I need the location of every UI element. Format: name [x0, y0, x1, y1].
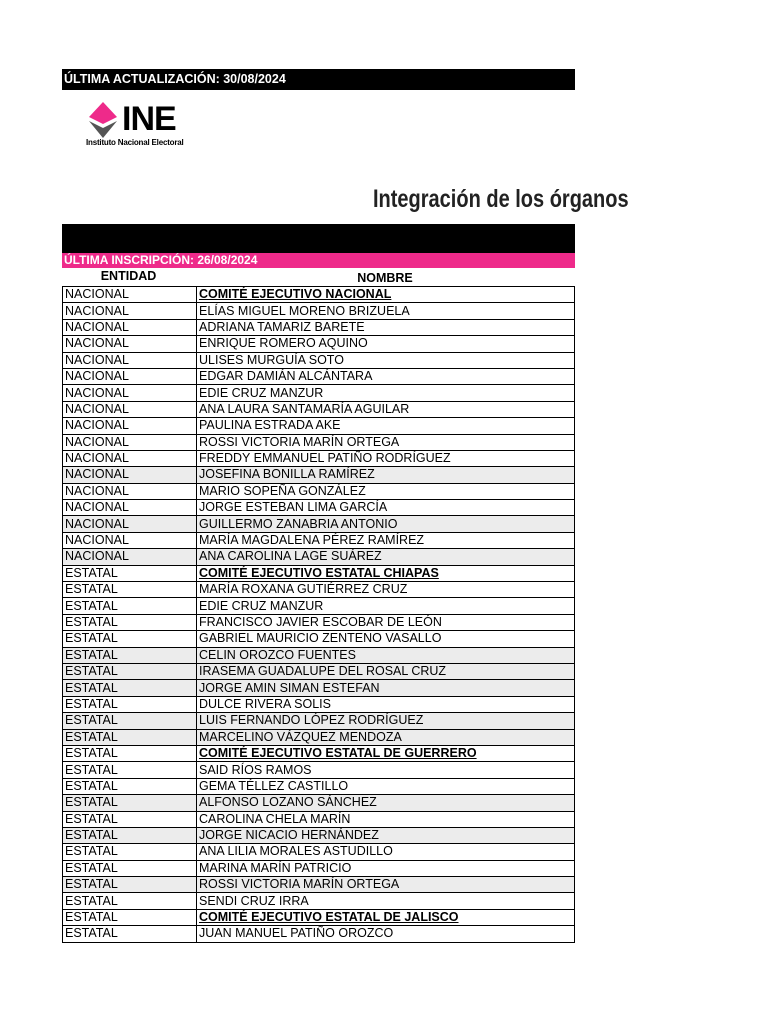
- table-row: [63, 647, 575, 663]
- cell-entidad: NACIONAL: [63, 401, 197, 417]
- table-row: [63, 631, 575, 647]
- last-update-banner: ÚLTIMA ACTUALIZACIÓN: 30/08/2024: [62, 69, 575, 90]
- cell-entidad: ESTATAL: [63, 811, 197, 827]
- cell-entidad: NACIONAL: [63, 500, 197, 516]
- cell-section-title: COMITÉ EJECUTIVO NACIONAL: [197, 287, 575, 303]
- cell-nombre: JORGE NICACIO HERNÁNDEZ: [197, 827, 575, 843]
- cell-nombre: JUAN MANUEL PATIÑO OROZCO: [197, 926, 575, 942]
- cell-entidad: NACIONAL: [63, 549, 197, 565]
- cell-nombre: CAROLINA CHELA MARÍN: [197, 811, 575, 827]
- cell-entidad: ESTATAL: [63, 893, 197, 909]
- table-row: [63, 844, 575, 860]
- section-header-row: [63, 909, 575, 925]
- cell-nombre: GUILLERMO ZANABRIA ANTONIO: [197, 516, 575, 532]
- table-row: [63, 319, 575, 335]
- cell-entidad: NACIONAL: [63, 434, 197, 450]
- cell-nombre: EDGAR DAMIÁN ALCÁNTARA: [197, 368, 575, 384]
- cell-nombre: MARCELINO VÁZQUEZ MENDOZA: [197, 729, 575, 745]
- table-row: [63, 811, 575, 827]
- cell-nombre: ROSSI VICTORIA MARÍN ORTEGA: [197, 434, 575, 450]
- cell-entidad: ESTATAL: [63, 762, 197, 778]
- cell-entidad: NACIONAL: [63, 287, 197, 303]
- cell-nombre: EDIE CRUZ MANZUR: [197, 385, 575, 401]
- cell-entidad: ESTATAL: [63, 926, 197, 942]
- table-row: [63, 549, 575, 565]
- cell-entidad: NACIONAL: [63, 368, 197, 384]
- cell-entidad: NACIONAL: [63, 303, 197, 319]
- cell-nombre: EDIE CRUZ MANZUR: [197, 598, 575, 614]
- cell-nombre: LUIS FERNANDO LÓPEZ RODRÍGUEZ: [197, 713, 575, 729]
- cell-nombre: ELÍAS MIGUEL MORENO BRIZUELA: [197, 303, 575, 319]
- table-row: [63, 795, 575, 811]
- section-header-row: [63, 287, 575, 303]
- cell-nombre: ANA LAURA SANTAMARÍA AGUILAR: [197, 401, 575, 417]
- cell-nombre: FRANCISCO JAVIER ESCOBAR DE LEÓN: [197, 614, 575, 630]
- cell-entidad: NACIONAL: [63, 532, 197, 548]
- cell-nombre: GABRIEL MAURICIO ZENTENO VASALLO: [197, 631, 575, 647]
- cell-entidad: ESTATAL: [63, 582, 197, 598]
- cell-entidad: ESTATAL: [63, 565, 197, 581]
- cell-nombre: SENDI CRUZ IRRA: [197, 893, 575, 909]
- page-title-text: Integración de los órganos: [373, 185, 629, 213]
- cell-entidad: ESTATAL: [63, 860, 197, 876]
- table-row: [63, 582, 575, 598]
- cell-entidad: NACIONAL: [63, 467, 197, 483]
- cell-nombre: MARÍA ROXANA GUTIÉRREZ CRUZ: [197, 582, 575, 598]
- table-row: [63, 483, 575, 499]
- cell-nombre: ALFONSO LOZANO SÁNCHEZ: [197, 795, 575, 811]
- table-row: [63, 336, 575, 352]
- cell-entidad: ESTATAL: [63, 827, 197, 843]
- cell-entidad: ESTATAL: [63, 909, 197, 925]
- cell-entidad: ESTATAL: [63, 614, 197, 630]
- black-band: [62, 224, 575, 253]
- table-row: [63, 614, 575, 630]
- cell-entidad: NACIONAL: [63, 336, 197, 352]
- table-row: [63, 500, 575, 516]
- members-table: [62, 286, 575, 943]
- cell-entidad: NACIONAL: [63, 483, 197, 499]
- table-row: [63, 926, 575, 942]
- cell-entidad: ESTATAL: [63, 598, 197, 614]
- table-row: [63, 516, 575, 532]
- cell-nombre: ANA LILIA MORALES ASTUDILLO: [197, 844, 575, 860]
- cell-entidad: NACIONAL: [63, 319, 197, 335]
- table-headers: [62, 268, 575, 286]
- cell-nombre: JORGE ESTEBAN LIMA GARCÍA: [197, 500, 575, 516]
- cell-entidad: ESTATAL: [63, 745, 197, 761]
- cell-entidad: NACIONAL: [63, 352, 197, 368]
- last-registration-banner: ÚLTIMA INSCRIPCIÓN: 26/08/2024: [62, 253, 575, 268]
- cell-entidad: ESTATAL: [63, 663, 197, 679]
- ine-logo-icon: [86, 100, 126, 140]
- cell-nombre: ENRIQUE ROMERO AQUINO: [197, 336, 575, 352]
- table-row: [63, 467, 575, 483]
- table-row: [63, 434, 575, 450]
- column-header-entidad: ENTIDAD: [100, 269, 157, 283]
- cell-entidad: NACIONAL: [63, 418, 197, 434]
- cell-entidad: ESTATAL: [63, 713, 197, 729]
- cell-nombre: MARIO SOPEÑA GONZÁLEZ: [197, 483, 575, 499]
- cell-nombre: JORGE AMIN SIMAN ESTEFAN: [197, 680, 575, 696]
- cell-entidad: ESTATAL: [63, 680, 197, 696]
- table-row: [63, 680, 575, 696]
- cell-nombre: JOSEFINA BONILLA RAMÍREZ: [197, 467, 575, 483]
- cell-nombre: GEMA TÉLLEZ CASTILLO: [197, 778, 575, 794]
- table-row: [63, 877, 575, 893]
- table-row: [63, 778, 575, 794]
- cell-nombre: CELIN OROZCO FUENTES: [197, 647, 575, 663]
- table-row: [63, 450, 575, 466]
- cell-entidad: ESTATAL: [63, 729, 197, 745]
- table-row: [63, 696, 575, 712]
- cell-entidad: NACIONAL: [63, 385, 197, 401]
- section-header-row: [63, 565, 575, 581]
- cell-section-title: COMITÉ EJECUTIVO ESTATAL DE GUERRERO: [197, 745, 575, 761]
- cell-entidad: ESTATAL: [63, 647, 197, 663]
- cell-nombre: DULCE RIVERA SOLIS: [197, 696, 575, 712]
- cell-nombre: MARÍA MAGDALENA PÉREZ RAMÍREZ: [197, 532, 575, 548]
- cell-nombre: ROSSI VICTORIA MARÍN ORTEGA: [197, 877, 575, 893]
- table-row: [63, 713, 575, 729]
- table-row: [63, 827, 575, 843]
- cell-entidad: ESTATAL: [63, 877, 197, 893]
- table-row: [63, 352, 575, 368]
- logo-name: INE: [122, 100, 176, 138]
- cell-nombre: IRASEMA GUADALUPE DEL ROSAL CRUZ: [197, 663, 575, 679]
- cell-nombre: FREDDY EMMANUEL PATIÑO RODRÍGUEZ: [197, 450, 575, 466]
- cell-entidad: NACIONAL: [63, 516, 197, 532]
- cell-entidad: ESTATAL: [63, 844, 197, 860]
- cell-nombre: PAULINA ESTRADA AKE: [197, 418, 575, 434]
- table-row: [63, 532, 575, 548]
- cell-entidad: ESTATAL: [63, 696, 197, 712]
- page-title: [373, 184, 629, 218]
- cell-entidad: ESTATAL: [63, 631, 197, 647]
- cell-nombre: ULISES MURGUÍA SOTO: [197, 352, 575, 368]
- logo-subtitle: Instituto Nacional Electoral: [86, 138, 184, 147]
- column-header-nombre: NOMBRE: [357, 271, 413, 285]
- table-row: [63, 860, 575, 876]
- table-row: [63, 893, 575, 909]
- table-row: [63, 401, 575, 417]
- cell-entidad: ESTATAL: [63, 778, 197, 794]
- table-row: [63, 368, 575, 384]
- table-row: [63, 762, 575, 778]
- table-row: [63, 418, 575, 434]
- table-row: [63, 385, 575, 401]
- cell-section-title: COMITÉ EJECUTIVO ESTATAL CHIAPAS: [197, 565, 575, 581]
- table-row: [63, 598, 575, 614]
- cell-section-title: COMITÉ EJECUTIVO ESTATAL DE JALISCO: [197, 909, 575, 925]
- cell-entidad: NACIONAL: [63, 450, 197, 466]
- table-row: [63, 663, 575, 679]
- section-header-row: [63, 745, 575, 761]
- cell-nombre: ANA CAROLINA LAGE SUÁREZ: [197, 549, 575, 565]
- cell-entidad: ESTATAL: [63, 795, 197, 811]
- cell-nombre: SAID RÍOS RAMOS: [197, 762, 575, 778]
- table-row: [63, 729, 575, 745]
- cell-nombre: ADRIANA TAMARIZ BARETE: [197, 319, 575, 335]
- cell-nombre: MARINA MARÍN PATRICIO: [197, 860, 575, 876]
- table-row: [63, 303, 575, 319]
